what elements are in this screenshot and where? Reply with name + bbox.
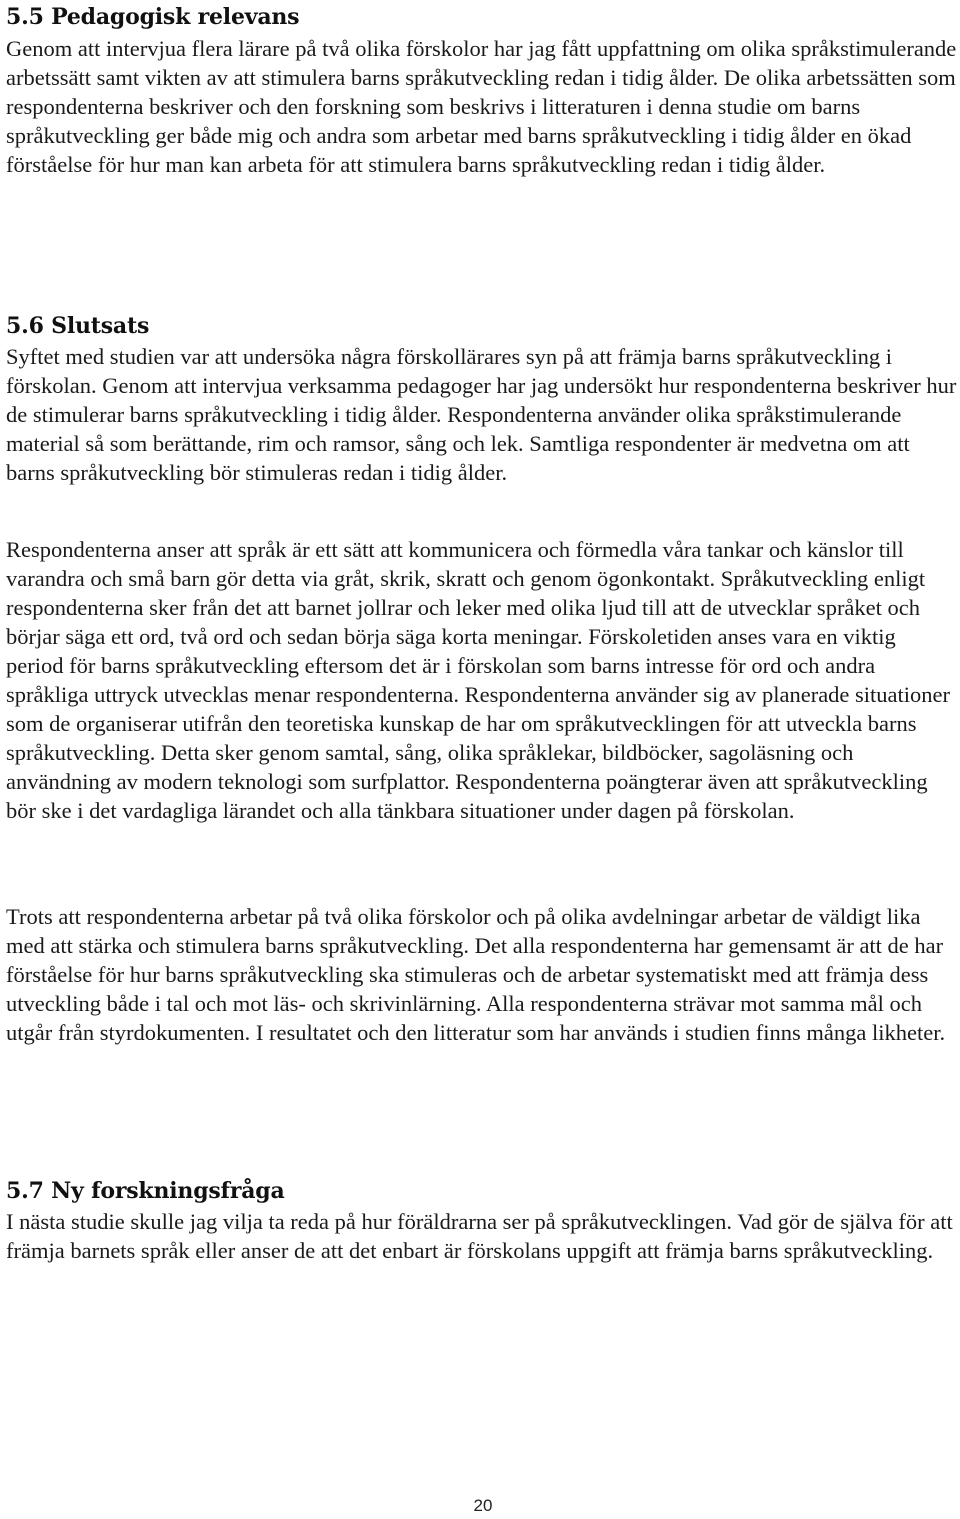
section-heading-pedagogisk-relevans: 5.5 Pedagogisk relevans bbox=[6, 4, 300, 30]
section-paragraph: I nästa studie skulle jag vilja ta reda på hur föräldrarna ser på språkutvecklingen. Vad gör de själva för att främja barnets språk eller anser de att det enbart är förskolans uppgift att främja barns språkutveckling. bbox=[6, 1209, 953, 1263]
section-heading-slutsats: 5.6 Slutsats bbox=[6, 313, 150, 339]
section-heading-ny-forskningsfraga: 5.7 Ny forskningsfråga bbox=[6, 1178, 285, 1204]
page-number: 20 bbox=[473, 1496, 493, 1515]
section-paragraph: Genom att intervjua flera lärare på två olika förskolor har jag fått uppfattning om olika språkstimulerande arbetssätt samt vikten av att stimulera barns språkutveckling redan i tidig ålder. De olika arbetssätten som respondenterna beskriver och den forskning som beskrivs i litteraturen i denna studie om barns språkutveckling ger både mig och andra som arbetar med barns språkutveckling i tidig ålder en ökad förståelse för hur man kan arbeta för att stimulera barns språkutveckling redan i tidig ålder. bbox=[6, 36, 957, 177]
section-paragraph: Syftet med studien var att undersöka några förskollärares syn på att främja barns språkutveckling i förskolan. Genom att intervjua verksamma pedagoger har jag undersökt hur respondenterna beskriver hur de stimulerar barns språkutveckling i tidig ålder. Respondenterna använder olika språkstimulerande material så som berättande, rim och ramsor, sång och lek. Samtliga respondenter är medvetna om att barns språkutveckling bör stimuleras redan i tidig ålder. bbox=[6, 344, 957, 485]
section-paragraph: Respondenterna anser att språk är ett sätt att kommunicera och förmedla våra tankar och känslor till varandra och små barn gör detta via gråt, skrik, skratt och genom ögonkontakt. Språkutveckling enligt respondenterna sker från det att barnet jollrar och leker med olika ljud till att de utvecklar språket och börjar säga ett ord, två ord och sedan börja säga korta meningar. Förskoletiden anses vara en viktig period för barns språkutveckling eftersom det är i förskolan som barns intresse för ord och andra språkliga uttryck utvecklas menar respondenterna. Respondenterna använder sig av planerade situationer som de organiserar utifrån den teoretiska kunskap de har om språkutvecklingen för att utveckla barns språkutveckling. Detta sker genom samtal, sång, olika språklekar, bildböcker, sagoläsning och användning av modern teknologi som surfplattor. Respondenterna poängterar även att språkutveckling bör ske i det vardagliga lärandet och alla tänkbara situationer under dagen på förskolan. bbox=[6, 537, 951, 823]
section-paragraph: Trots att respondenterna arbetar på två olika förskolor och på olika avdelningar arbetar de väldigt lika med att stärka och stimulera barns språkutveckling. Det alla respondenterna har gemensamt är att de har förståelse för hur barns språkutveckling ska stimuleras och de arbetar systematiskt med att främja dess utveckling både i tal och mot läs- och skrivinlärning. Alla respondenterna strävar mot samma mål och utgår från styrdokumenten. I resultatet och den litteratur som har används i studien finns många likheter. bbox=[6, 904, 946, 1045]
